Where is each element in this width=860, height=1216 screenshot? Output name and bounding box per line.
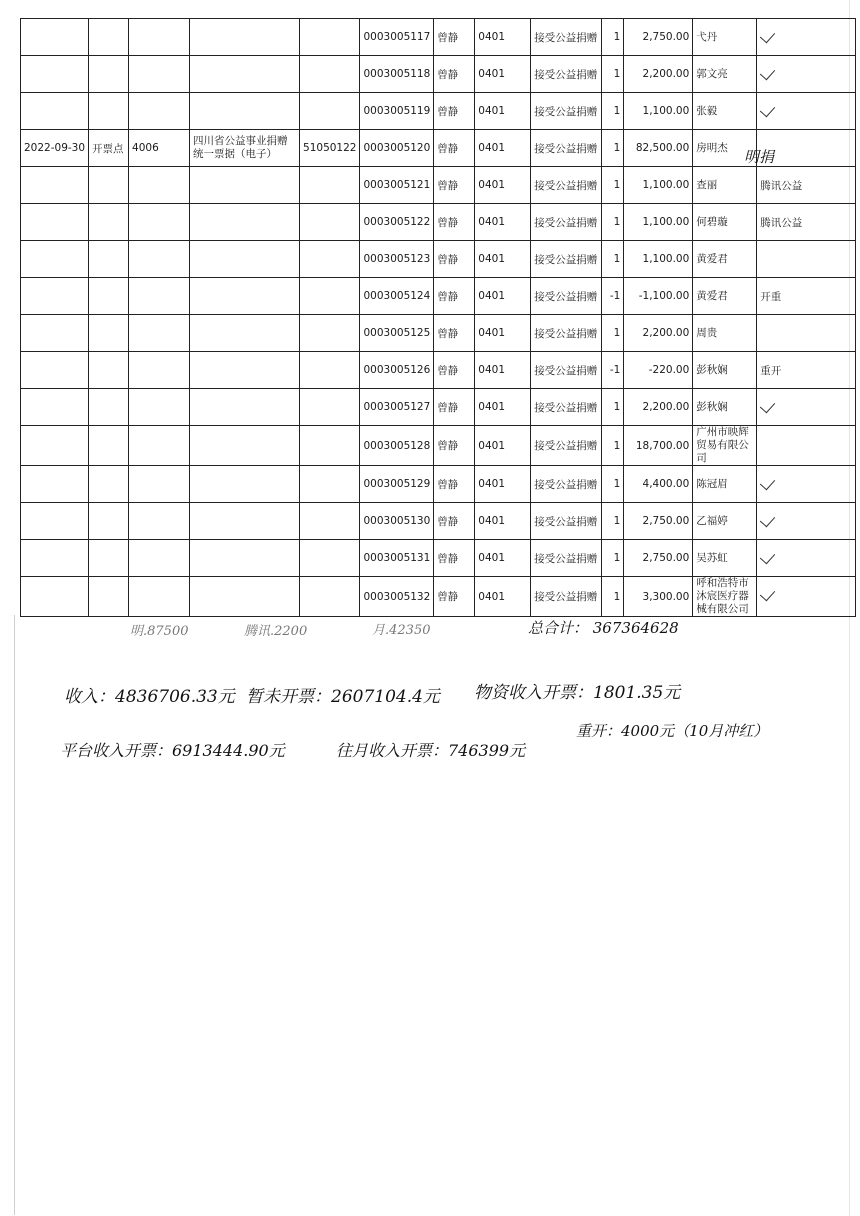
cell-payer: 周贵 (693, 315, 757, 352)
cell-code (129, 540, 190, 577)
cell-type (89, 167, 129, 204)
cell-note (757, 466, 856, 503)
cell-dept: 0401 (475, 204, 531, 241)
cell-item: 接受公益捐赠 (531, 93, 602, 130)
cell-item: 接受公益捐赠 (531, 466, 602, 503)
cell-amount: 2,750.00 (624, 19, 693, 56)
table-row (21, 352, 856, 389)
cell-region (300, 426, 360, 466)
handwritten-unissued: 暂未开票：2607104.4元 (246, 687, 440, 707)
check-mark-icon (760, 102, 775, 118)
cell-handler: 曾静 (434, 241, 475, 278)
handwritten-margin-note: 明捐 (744, 148, 775, 166)
cell-receipt-name (190, 241, 300, 278)
cell-invoice-number: 0003005118 (360, 56, 434, 93)
cell-handler: 曾静 (434, 352, 475, 389)
table-row (21, 540, 856, 577)
cell-date (21, 315, 89, 352)
table-row (21, 278, 856, 315)
cell-invoice-number: 0003005132 (360, 577, 434, 617)
cell-amount: 1,100.00 (624, 241, 693, 278)
cell-invoice-number: 0003005130 (360, 503, 434, 540)
cell-date (21, 278, 89, 315)
table-row (21, 426, 856, 466)
cell-region (300, 352, 360, 389)
cell-code (129, 315, 190, 352)
cell-note (757, 241, 856, 278)
cell-payer: 黄爱君 (693, 241, 757, 278)
cell-item: 接受公益捐赠 (531, 130, 602, 167)
cell-region (300, 19, 360, 56)
cell-payer: 呼和浩特市沐宸医疗器械有限公司 (693, 577, 757, 617)
cell-amount: 2,750.00 (624, 540, 693, 577)
cell-receipt-name: 四川省公益事业捐赠统一票据（电子） (190, 130, 300, 167)
cell-type (89, 426, 129, 466)
table-row (21, 19, 856, 56)
handwritten-reissue: 重开：4000元（10月冲红） (576, 722, 769, 740)
cell-handler: 曾静 (434, 426, 475, 466)
cell-receipt-name (190, 426, 300, 466)
cell-qty: 1 (602, 93, 624, 130)
cell-qty: 1 (602, 577, 624, 617)
cell-item: 接受公益捐赠 (531, 167, 602, 204)
cell-payer: 弋丹 (693, 19, 757, 56)
check-mark-icon (760, 398, 775, 414)
cell-dept: 0401 (475, 352, 531, 389)
cell-date (21, 56, 89, 93)
cell-receipt-name (190, 352, 300, 389)
cell-region (300, 315, 360, 352)
cell-date (21, 426, 89, 466)
cell-handler: 曾静 (434, 278, 475, 315)
cell-receipt-name (190, 93, 300, 130)
cell-payer: 张毅 (693, 93, 757, 130)
cell-item: 接受公益捐赠 (531, 19, 602, 56)
cell-note: 开重 (757, 278, 856, 315)
handwritten-material-income: 物资收入开票：1801.35元 (474, 683, 681, 703)
handwritten-subtotal-tencent: 腾讯.2200 (244, 624, 308, 639)
cell-item: 接受公益捐赠 (531, 577, 602, 617)
table-row (21, 56, 856, 93)
table-row (21, 93, 856, 130)
cell-payer: 陈冠眉 (693, 466, 757, 503)
donation-receipt-ledger (20, 18, 856, 617)
cell-code (129, 19, 190, 56)
cell-note (757, 56, 856, 93)
cell-qty: 1 (602, 315, 624, 352)
cell-note (757, 503, 856, 540)
cell-code: 4006 (129, 130, 190, 167)
cell-receipt-name (190, 466, 300, 503)
cell-handler: 曾静 (434, 503, 475, 540)
cell-code (129, 577, 190, 617)
cell-type (89, 315, 129, 352)
cell-region (300, 241, 360, 278)
cell-region (300, 56, 360, 93)
cell-qty: -1 (602, 352, 624, 389)
cell-payer: 郭文亮 (693, 56, 757, 93)
cell-payer: 查丽 (693, 167, 757, 204)
cell-code (129, 167, 190, 204)
handwritten-subtotal-month: 月.42350 (372, 623, 431, 638)
cell-amount: -220.00 (624, 352, 693, 389)
handwritten-previous-month: 往月收入开票：746399元 (336, 741, 526, 760)
cell-date (21, 241, 89, 278)
cell-qty: -1 (602, 278, 624, 315)
cell-qty: 1 (602, 56, 624, 93)
cell-note: 重开 (757, 352, 856, 389)
cell-dept: 0401 (475, 241, 531, 278)
cell-code (129, 204, 190, 241)
table-row (21, 167, 856, 204)
cell-receipt-name (190, 315, 300, 352)
cell-qty: 1 (602, 19, 624, 56)
cell-receipt-name (190, 503, 300, 540)
cell-payer: 广州市映辉贸易有限公司 (693, 426, 757, 466)
cell-amount: 82,500.00 (624, 130, 693, 167)
cell-note (757, 19, 856, 56)
cell-region (300, 577, 360, 617)
cell-type (89, 577, 129, 617)
check-mark-icon (760, 475, 775, 491)
cell-receipt-name (190, 278, 300, 315)
cell-date (21, 93, 89, 130)
cell-payer: 吴苏虹 (693, 540, 757, 577)
table-row (21, 389, 856, 426)
cell-invoice-number: 0003005117 (360, 19, 434, 56)
cell-invoice-number: 0003005122 (360, 204, 434, 241)
cell-invoice-number: 0003005128 (360, 426, 434, 466)
cell-payer: 彭秋娴 (693, 389, 757, 426)
cell-region (300, 389, 360, 426)
cell-code (129, 426, 190, 466)
cell-date (21, 503, 89, 540)
cell-region: 51050122 (300, 130, 360, 167)
table-row (21, 466, 856, 503)
cell-amount: 3,300.00 (624, 577, 693, 617)
cell-code (129, 93, 190, 130)
cell-invoice-number: 0003005123 (360, 241, 434, 278)
cell-dept: 0401 (475, 426, 531, 466)
cell-dept: 0401 (475, 19, 531, 56)
cell-region (300, 466, 360, 503)
cell-payer: 黄爱君 (693, 278, 757, 315)
cell-region (300, 204, 360, 241)
cell-handler: 曾静 (434, 204, 475, 241)
cell-amount: 2,750.00 (624, 503, 693, 540)
cell-date (21, 466, 89, 503)
cell-date (21, 19, 89, 56)
cell-qty: 1 (602, 426, 624, 466)
cell-receipt-name (190, 19, 300, 56)
cell-note: 腾讯公益 (757, 167, 856, 204)
cell-region (300, 167, 360, 204)
cell-type (89, 389, 129, 426)
cell-handler: 曾静 (434, 56, 475, 93)
cell-type (89, 278, 129, 315)
cell-handler: 曾静 (434, 93, 475, 130)
cell-handler: 曾静 (434, 540, 475, 577)
cell-item: 接受公益捐赠 (531, 56, 602, 93)
cell-date: 2022-09-30 (21, 130, 89, 167)
cell-item: 接受公益捐赠 (531, 503, 602, 540)
cell-amount: 1,100.00 (624, 93, 693, 130)
cell-invoice-number: 0003005125 (360, 315, 434, 352)
cell-receipt-name (190, 540, 300, 577)
check-mark-icon (760, 549, 775, 565)
cell-region (300, 540, 360, 577)
cell-note (757, 577, 856, 617)
cell-amount: -1,100.00 (624, 278, 693, 315)
cell-invoice-number: 0003005126 (360, 352, 434, 389)
cell-type (89, 466, 129, 503)
cell-handler: 曾静 (434, 389, 475, 426)
cell-note (757, 426, 856, 466)
cell-type (89, 93, 129, 130)
cell-handler: 曾静 (434, 466, 475, 503)
cell-amount: 18,700.00 (624, 426, 693, 466)
ledger-body (21, 19, 856, 617)
cell-item: 接受公益捐赠 (531, 315, 602, 352)
cell-amount: 1,100.00 (624, 204, 693, 241)
cell-dept: 0401 (475, 466, 531, 503)
cell-code (129, 389, 190, 426)
table-row (21, 130, 856, 167)
check-mark-icon (760, 65, 775, 81)
cell-item: 接受公益捐赠 (531, 426, 602, 466)
scan-left-edge (14, 615, 15, 1215)
cell-date (21, 577, 89, 617)
cell-code (129, 56, 190, 93)
cell-invoice-number: 0003005120 (360, 130, 434, 167)
cell-region (300, 93, 360, 130)
cell-payer: 房明杰 (693, 130, 757, 167)
cell-date (21, 540, 89, 577)
cell-item: 接受公益捐赠 (531, 241, 602, 278)
cell-handler: 曾静 (434, 167, 475, 204)
cell-item: 接受公益捐赠 (531, 352, 602, 389)
cell-type (89, 241, 129, 278)
cell-amount: 2,200.00 (624, 389, 693, 426)
cell-note (757, 389, 856, 426)
cell-receipt-name (190, 167, 300, 204)
cell-payer: 乙福婷 (693, 503, 757, 540)
cell-payer: 彭秋娴 (693, 352, 757, 389)
cell-date (21, 204, 89, 241)
cell-receipt-name (190, 204, 300, 241)
table-row (21, 204, 856, 241)
cell-date (21, 389, 89, 426)
cell-invoice-number: 0003005124 (360, 278, 434, 315)
cell-type (89, 204, 129, 241)
cell-amount: 2,200.00 (624, 56, 693, 93)
cell-qty: 1 (602, 466, 624, 503)
table-row (21, 577, 856, 617)
cell-qty: 1 (602, 241, 624, 278)
cell-code (129, 352, 190, 389)
cell-type (89, 352, 129, 389)
cell-handler: 曾静 (434, 19, 475, 56)
cell-invoice-number: 0003005131 (360, 540, 434, 577)
cell-qty: 1 (602, 130, 624, 167)
cell-dept: 0401 (475, 278, 531, 315)
cell-code (129, 466, 190, 503)
cell-receipt-name (190, 389, 300, 426)
cell-invoice-number: 0003005121 (360, 167, 434, 204)
cell-dept: 0401 (475, 389, 531, 426)
handwritten-platform-income: 平台收入开票：6913444.90元 (60, 741, 285, 760)
cell-dept: 0401 (475, 56, 531, 93)
cell-code (129, 503, 190, 540)
cell-handler: 曾静 (434, 315, 475, 352)
cell-type (89, 56, 129, 93)
cell-handler: 曾静 (434, 577, 475, 617)
table-row (21, 315, 856, 352)
cell-type (89, 503, 129, 540)
handwritten-income-total: 收入：4836706.33元 (64, 687, 235, 707)
cell-item: 接受公益捐赠 (531, 389, 602, 426)
cell-handler: 曾静 (434, 130, 475, 167)
cell-date (21, 167, 89, 204)
check-mark-icon (760, 28, 775, 44)
cell-qty: 1 (602, 540, 624, 577)
cell-qty: 1 (602, 503, 624, 540)
cell-note (757, 540, 856, 577)
check-mark-icon (760, 586, 775, 602)
cell-invoice-number: 0003005119 (360, 93, 434, 130)
cell-note (757, 93, 856, 130)
cell-dept: 0401 (475, 93, 531, 130)
handwritten-grand-total: 总合计： 367364628 (528, 619, 679, 637)
cell-receipt-name (190, 577, 300, 617)
cell-invoice-number: 0003005129 (360, 466, 434, 503)
cell-region (300, 278, 360, 315)
cell-dept: 0401 (475, 540, 531, 577)
cell-type (89, 19, 129, 56)
cell-code (129, 241, 190, 278)
cell-dept: 0401 (475, 503, 531, 540)
cell-dept: 0401 (475, 315, 531, 352)
cell-qty: 1 (602, 389, 624, 426)
check-mark-icon (760, 512, 775, 528)
cell-type: 开票点 (89, 130, 129, 167)
cell-payer: 何碧璇 (693, 204, 757, 241)
cell-dept: 0401 (475, 167, 531, 204)
table-row (21, 503, 856, 540)
cell-amount: 4,400.00 (624, 466, 693, 503)
cell-note: 腾讯公益 (757, 204, 856, 241)
cell-region (300, 503, 360, 540)
cell-amount: 1,100.00 (624, 167, 693, 204)
cell-qty: 1 (602, 204, 624, 241)
cell-code (129, 278, 190, 315)
cell-invoice-number: 0003005127 (360, 389, 434, 426)
cell-dept: 0401 (475, 130, 531, 167)
table-row (21, 241, 856, 278)
cell-date (21, 352, 89, 389)
cell-item: 接受公益捐赠 (531, 204, 602, 241)
cell-item: 接受公益捐赠 (531, 278, 602, 315)
handwritten-subtotal-ming: 明.87500 (130, 624, 189, 639)
cell-type (89, 540, 129, 577)
cell-qty: 1 (602, 167, 624, 204)
cell-dept: 0401 (475, 577, 531, 617)
cell-amount: 2,200.00 (624, 315, 693, 352)
cell-item: 接受公益捐赠 (531, 540, 602, 577)
cell-receipt-name (190, 56, 300, 93)
cell-note (757, 315, 856, 352)
